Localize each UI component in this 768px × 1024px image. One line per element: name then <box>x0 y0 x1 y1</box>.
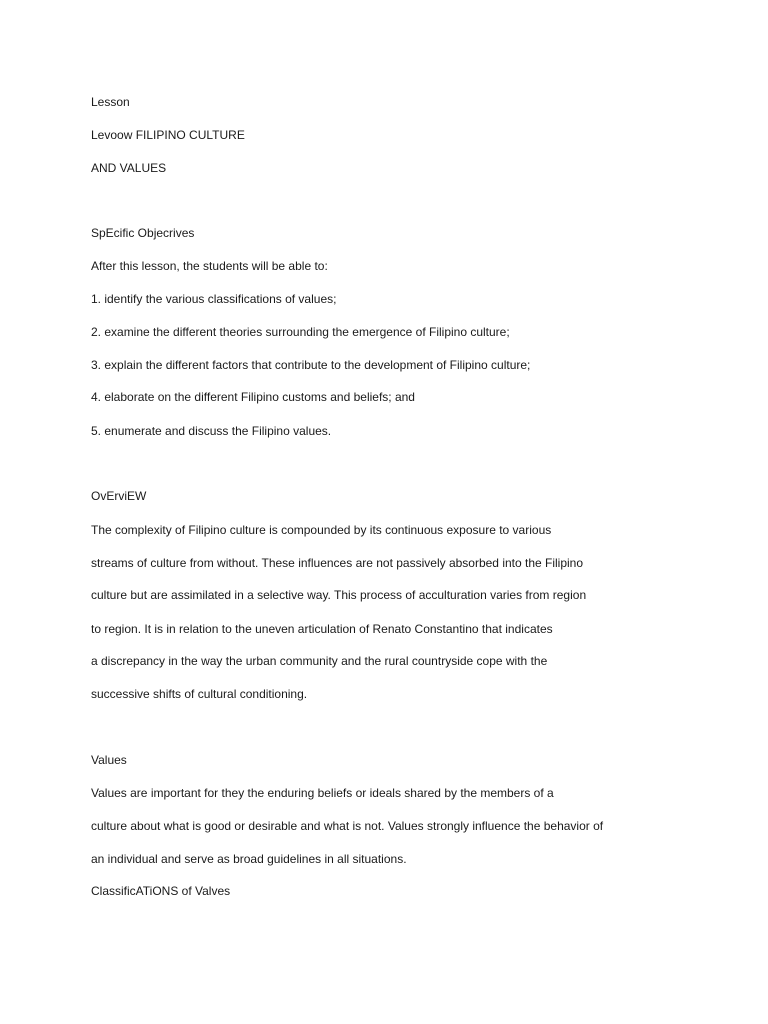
values-heading: Values <box>91 753 127 767</box>
objective-item-1: 1. identify the various classifications of values; <box>91 292 337 306</box>
overview-line-6: successive shifts of cultural conditioning. <box>91 687 308 701</box>
lesson-title-line-1: Levoow FILIPINO CULTURE <box>91 128 245 142</box>
values-line-1: Values are important for they the enduring beliefs or ideals shared by the members of a <box>91 786 554 800</box>
lesson-title-line-2: AND VALUES <box>91 161 167 175</box>
values-line-2: culture about what is good or desirable and what is not. Values strongly influence the behavior of <box>91 819 604 833</box>
overview-line-1: The complexity of Filipino culture is compounded by its continuous exposure to various <box>91 523 552 537</box>
objective-item-2: 2. examine the different theories surrounding the emergence of Filipino culture; <box>91 325 510 339</box>
overview-line-3: culture but are assimilated in a selective way. This process of acculturation varies from region <box>91 588 587 602</box>
objective-item-5: 5. enumerate and discuss the Filipino values. <box>91 424 332 438</box>
objective-item-3: 3. explain the different factors that contribute to the development of Filipino culture; <box>91 358 531 372</box>
overview-line-2: streams of culture from without. These influences are not passively absorbed into the Filipino <box>91 556 584 570</box>
objectives-intro: After this lesson, the students will be able to: <box>91 259 328 273</box>
values-line-3: an individual and serve as broad guidelines in all situations. <box>91 852 407 866</box>
objective-item-4: 4. elaborate on the different Filipino customs and beliefs; and <box>91 390 415 404</box>
objectives-heading: SpEcific Objecrives <box>91 226 195 240</box>
overview-line-4: to region. It is in relation to the uneven articulation of Renato Constantino that indicates <box>91 622 553 636</box>
classifications-heading: ClassificATiONS of Valves <box>91 884 231 898</box>
lesson-label: Lesson <box>91 95 130 109</box>
overview-heading: OvErviEW <box>91 489 147 503</box>
overview-line-5: a discrepancy in the way the urban community and the rural countryside cope with the <box>91 654 548 668</box>
